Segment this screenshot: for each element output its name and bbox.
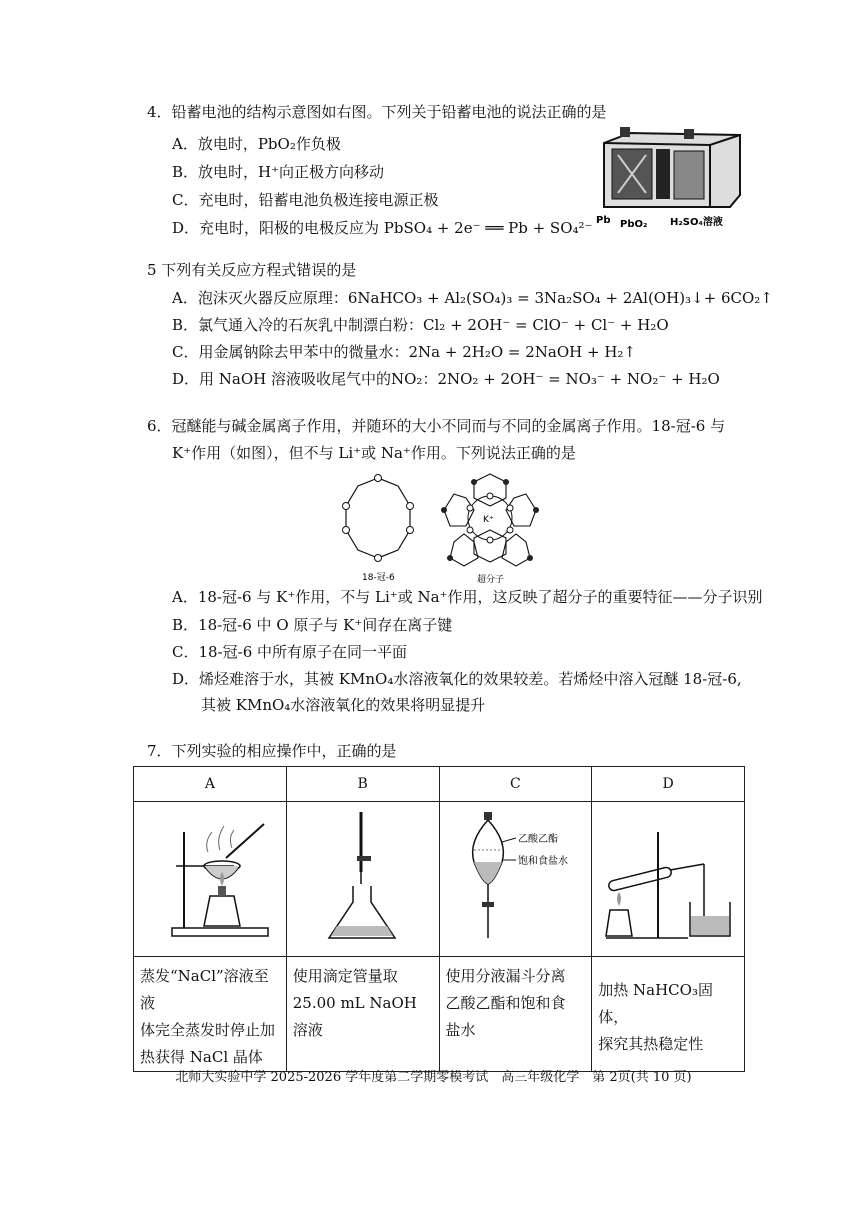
label-h2so4: H₂SO₄溶液 bbox=[670, 217, 723, 228]
label-k-ion: K⁺ bbox=[483, 515, 494, 525]
q6-option-c: C．18-冠-6 中所有原子在同一平面 bbox=[172, 643, 408, 661]
crown-ether-figure bbox=[330, 468, 540, 586]
q6-option-d: D．烯烃难溶于水，其被 KMnO₄水溶液氧化的效果较差。若烯烃中溶入冠醚 18-冠-6, bbox=[172, 670, 742, 688]
q4-option-a: A．放电时，PbO₂作负极 bbox=[172, 135, 341, 153]
label-pb: Pb bbox=[596, 215, 611, 226]
q5-option-a: A．泡沫灭火器反应原理：6NaHCO₃ + Al₂(SO₄)₃ = 3Na₂SO₄ + 2Al(OH)₃↓+ 6CO₂↑ bbox=[172, 289, 773, 307]
label-18-crown-6: 18-冠-6 bbox=[362, 573, 395, 583]
q5-stem: 5 下列有关反应方程式错误的是 bbox=[147, 261, 357, 279]
q5-option-b: B．氯气通入冷的石灰乳中制漂白粉：Cl₂ + 2OH⁻ = ClO⁻ + Cl⁻ + H₂O bbox=[172, 316, 669, 334]
col-header-b: B bbox=[286, 767, 439, 802]
q4-option-b: B．放电时，H⁺向正极方向移动 bbox=[172, 163, 385, 181]
label-supramolecule: 超分子 bbox=[477, 575, 505, 585]
desc-c: 使用分液漏斗分离 乙酸乙酯和饱和食 盐水 bbox=[439, 957, 592, 1072]
q5-option-d: D．用 NaOH 溶液吸收尾气中的NO₂：2NO₂ + 2OH⁻ = NO₃⁻ + NO₂⁻ + H₂O bbox=[172, 370, 720, 388]
q4-option-d: D．充电时，阳极的电极反应为 PbSO₄ + 2e⁻ ══ Pb + SO₄²⁻ bbox=[172, 219, 593, 237]
desc-b: 使用滴定管量取 25.00 mL NaOH 溶液 bbox=[286, 957, 439, 1072]
q6-stem-line2: K⁺作用（如图），但不与 Li⁺或 Na⁺作用。下列说法正确的是 bbox=[172, 444, 576, 462]
label-ethyl-acetate: 乙酸乙酯 bbox=[517, 834, 558, 845]
q6-option-a: A．18-冠-6 与 K⁺作用，不与 Li⁺或 Na⁺作用，这反映了超分子的重要特征——分子识别 bbox=[172, 588, 763, 606]
q6-option-d-cont: 其被 KMnO₄水溶液氧化的效果将明显提升 bbox=[201, 696, 486, 714]
col-header-c: C bbox=[439, 767, 592, 802]
apparatus-b bbox=[286, 802, 439, 957]
q5-option-c: C．用金属钠除去甲苯中的微量水：2Na + 2H₂O = 2NaOH + H₂↑ bbox=[172, 343, 636, 361]
apparatus-d bbox=[592, 802, 745, 957]
apparatus-a bbox=[134, 802, 287, 957]
q6-option-b: B．18-冠-6 中 O 原子与 K⁺间存在离子键 bbox=[172, 616, 453, 634]
label-pbo2: PbO₂ bbox=[620, 219, 648, 230]
apparatus-c bbox=[439, 802, 592, 957]
q6-stem-line1: 6．冠醚能与碱金属离子作用，并随环的大小不同而与不同的金属离子作用。18-冠-6 与 bbox=[147, 417, 726, 435]
label-brine: 饱和食盐水 bbox=[517, 856, 568, 867]
q7-stem: 7．下列实验的相应操作中，正确的是 bbox=[147, 742, 397, 760]
q4-option-c: C．充电时，铅蓄电池负极连接电源正极 bbox=[172, 191, 439, 209]
experiment-table bbox=[133, 766, 745, 1072]
page-footer: 北师大实验中学 2025-2026 学年度第二学期零模考试 高三年级化学 第 2页(共 10 页) bbox=[175, 1070, 692, 1085]
q4-stem: 4．铅蓄电池的结构示意图如右图。下列关于铅蓄电池的说法正确的是 bbox=[147, 103, 607, 121]
lead-battery-figure bbox=[590, 125, 750, 230]
desc-a: 蒸发“NaCl”溶液至液 体完全蒸发时停止加 热获得 NaCl 晶体 bbox=[134, 957, 287, 1072]
col-header-a: A bbox=[134, 767, 287, 802]
col-header-d: D bbox=[592, 767, 745, 802]
desc-d: 加热 NaHCO₃固体， 探究其热稳定性 bbox=[592, 957, 745, 1072]
